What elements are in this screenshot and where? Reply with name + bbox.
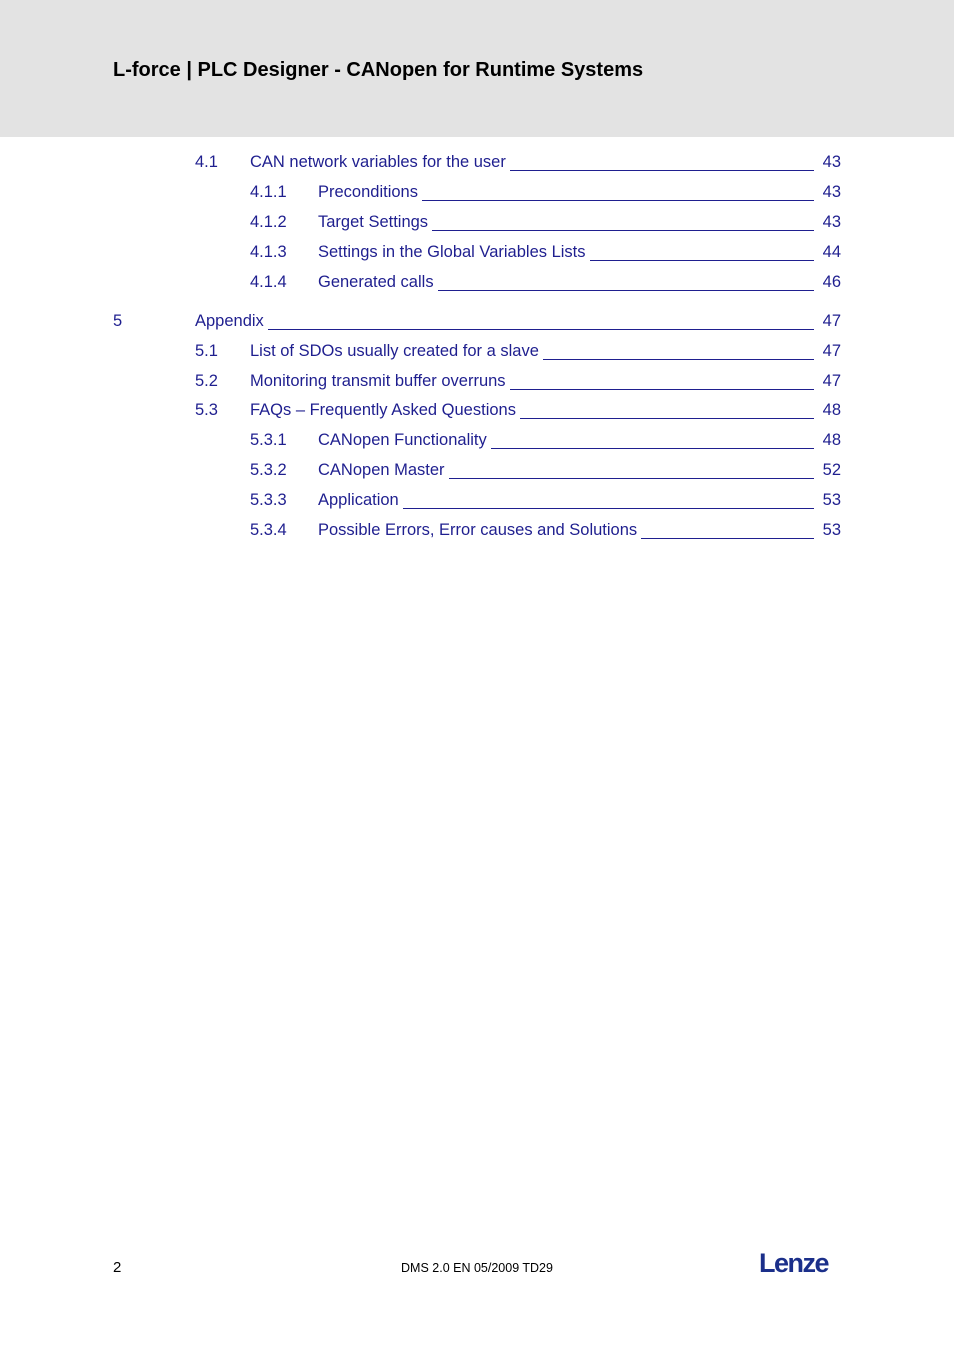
toc-entry-page: 43 — [822, 213, 841, 231]
toc-entry-5[interactable] — [113, 312, 841, 334]
page-header — [0, 0, 954, 137]
toc-entry-5-3[interactable] — [195, 401, 841, 423]
toc-entry-title: Target Settings — [318, 213, 429, 231]
toc-entry-title: Generated calls — [318, 273, 434, 291]
toc-entry-4-1-4[interactable] — [250, 273, 841, 295]
toc-leader-line — [268, 329, 814, 330]
lenze-logo — [759, 1247, 839, 1277]
toc-entry-number: 4.1.3 — [250, 243, 287, 261]
page-number: 2 — [113, 1259, 122, 1276]
toc-entry-title: Application — [318, 491, 399, 509]
toc-entry-title: List of SDOs usually created for a slave — [250, 342, 539, 360]
toc-entry-number: 5.2 — [195, 372, 218, 390]
toc-entry-page: 47 — [822, 372, 841, 390]
toc-entry-4-1-2[interactable] — [250, 213, 841, 235]
toc-entry-number: 5.3.2 — [250, 461, 287, 479]
toc-leader-line — [432, 230, 814, 231]
toc-entry-5-3-2[interactable] — [250, 461, 841, 483]
toc-entry-page: 53 — [822, 491, 841, 509]
toc-entry-number: 4.1.2 — [250, 213, 287, 231]
toc-entry-page: 48 — [822, 401, 841, 419]
document-id: DMS 2.0 EN 05/2009 TD29 — [401, 1261, 553, 1275]
lenze-logo-text: Lenze — [759, 1248, 829, 1277]
toc-entry-5-1[interactable] — [195, 342, 841, 364]
toc-leader-line — [590, 260, 814, 261]
toc-leader-line — [491, 448, 814, 449]
toc-leader-line — [641, 538, 814, 539]
toc-leader-line — [543, 359, 814, 360]
toc-entry-5-3-1[interactable] — [250, 431, 841, 453]
toc-entry-page: 52 — [822, 461, 841, 479]
toc-entry-5-3-3[interactable] — [250, 491, 841, 513]
toc-leader-line — [438, 290, 814, 291]
toc-entry-page: 53 — [822, 521, 841, 539]
toc-entry-title: Preconditions — [318, 183, 418, 201]
toc-leader-line — [510, 389, 814, 390]
toc-entry-number: 5.3 — [195, 401, 218, 419]
toc-entry-page: 43 — [822, 183, 841, 201]
toc-entry-number: 5.1 — [195, 342, 218, 360]
toc-entry-title: CANopen Master — [318, 461, 445, 479]
toc-entry-number: 5.3.4 — [250, 521, 287, 539]
toc-entry-title: Possible Errors, Error causes and Solutions — [318, 521, 638, 539]
toc-entry-title: Settings in the Global Variables Lists — [318, 243, 586, 261]
toc-entry-5-2[interactable] — [195, 372, 841, 394]
toc-leader-line — [510, 170, 814, 171]
toc-entry-4-1-1[interactable] — [250, 183, 841, 205]
toc-leader-line — [422, 200, 814, 201]
toc-entry-page: 47 — [822, 342, 841, 360]
toc-entry-number: 4.1.1 — [250, 183, 287, 201]
toc-entry-page: 46 — [822, 273, 841, 291]
toc-entry-number: 4.1.4 — [250, 273, 287, 291]
document-title: L-force | PLC Designer - CANopen for Runtime Systems — [113, 59, 644, 81]
toc-leader-line — [403, 508, 814, 509]
toc-entry-4-1[interactable] — [195, 153, 841, 175]
toc-entry-number: 5.3.3 — [250, 491, 287, 509]
toc-entry-number: 5.3.1 — [250, 431, 287, 449]
toc-entry-title: CANopen Functionality — [318, 431, 487, 449]
toc-entry-title: Monitoring transmit buffer overruns — [250, 372, 506, 390]
toc-entry-number: 4.1 — [195, 153, 218, 171]
toc-entry-title: Appendix — [195, 312, 264, 330]
toc-entry-page: 44 — [822, 243, 841, 261]
toc-entry-5-3-4[interactable] — [250, 521, 841, 543]
toc-leader-line — [449, 478, 814, 479]
toc-entry-page: 48 — [822, 431, 841, 449]
toc-entry-title: FAQs – Frequently Asked Questions — [250, 401, 516, 419]
toc-entry-4-1-3[interactable] — [250, 243, 841, 265]
toc-leader-line — [520, 418, 814, 419]
toc-entry-number: 5 — [113, 312, 123, 330]
toc-entry-page: 43 — [822, 153, 841, 171]
toc-entry-page: 47 — [822, 312, 841, 330]
toc-entry-title: CAN network variables for the user — [250, 153, 506, 171]
